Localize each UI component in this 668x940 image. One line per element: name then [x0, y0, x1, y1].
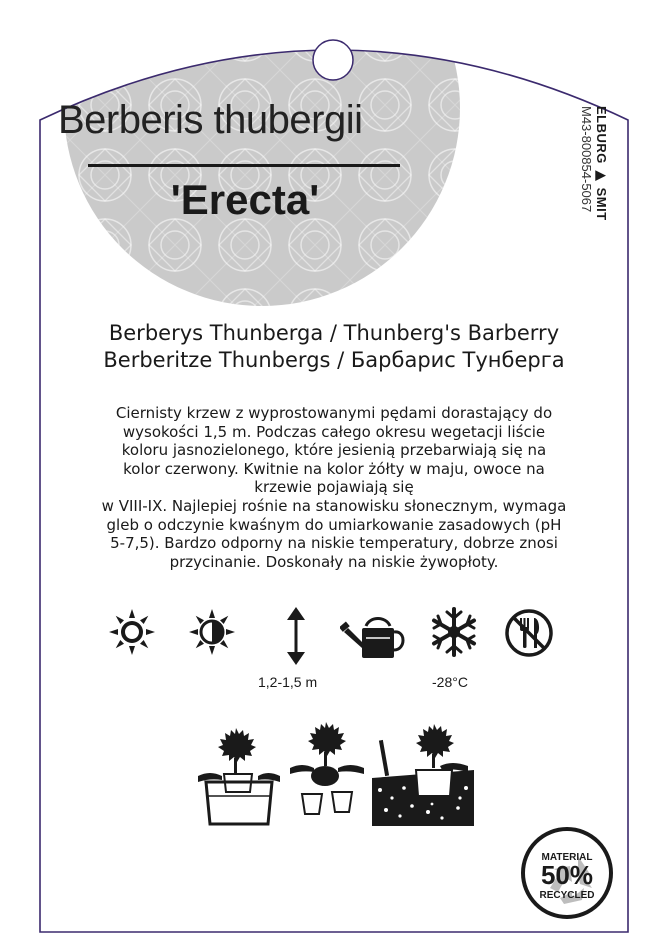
- title-divider: [88, 164, 400, 167]
- height-arrow-icon: [282, 606, 310, 666]
- partial-shade-icon: [188, 608, 236, 656]
- watering-can-icon: [340, 612, 408, 660]
- product-code: M43-800854-5067: [579, 106, 594, 213]
- common-name-line: Berberys Thunberga / Thunberg's Barberry: [108, 321, 560, 345]
- description-line: krzewie pojawiają się: [254, 478, 414, 497]
- plant-in-soil-icon: [372, 720, 474, 826]
- description-line: koloru jasnozielonego, które jesienią przebarwiają się na: [121, 441, 547, 460]
- description-line: kolor czerwony. Kwitnie na kolor żółty w maju, owoce na: [123, 459, 545, 478]
- header-decor: [64, 0, 460, 306]
- soak-in-water-icon: [196, 722, 282, 826]
- description-line: Ciernisty krzew z wyprostowanymi pędami dorastający do: [115, 404, 553, 422]
- badge-percent-text: 50%: [540, 860, 594, 890]
- recycled-badge: [520, 826, 614, 920]
- brand-name: ELBURG ▶ SMIT: [594, 106, 609, 221]
- description-line: wysokości 1,5 m. Podczas całego okresu wegetacji liście: [122, 422, 546, 441]
- frost-caption: -28°C: [432, 674, 468, 690]
- description-line: w VIII-IX. Najlepiej rośnie na stanowisku słonecznym, wymaga: [101, 496, 567, 515]
- description-line: przycinanie. Doskonały na niskie żywopłoty.: [169, 552, 499, 571]
- hang-hole: [313, 40, 353, 80]
- common-names: [40, 320, 628, 374]
- not-edible-icon: [504, 608, 554, 658]
- common-name-line: Berberitze Thunbergs / Барбарис Тунберга: [103, 348, 565, 372]
- plant-latin-name: Berberis thubergii: [58, 98, 363, 142]
- height-caption: 1,2-1,5 m: [258, 674, 318, 690]
- plant-description: [50, 404, 618, 571]
- full-sun-icon: [108, 608, 156, 656]
- frost-snowflake-icon: [428, 606, 480, 658]
- description-line: gleb o odczynie kwaśnym do umiarkowanie zasadowych (pH: [106, 515, 562, 534]
- remove-pot-icon: [288, 718, 366, 822]
- badge-bottom-text: RECYCLED: [539, 890, 595, 901]
- brand-block: [579, 106, 609, 221]
- plant-cultivar-name: 'Erecta': [170, 176, 320, 223]
- description-line: 5-7,5). Bardzo odporny na niskie temperatury, dobrze znosi: [110, 534, 558, 553]
- badge-top-text: MATERIAL: [541, 852, 593, 863]
